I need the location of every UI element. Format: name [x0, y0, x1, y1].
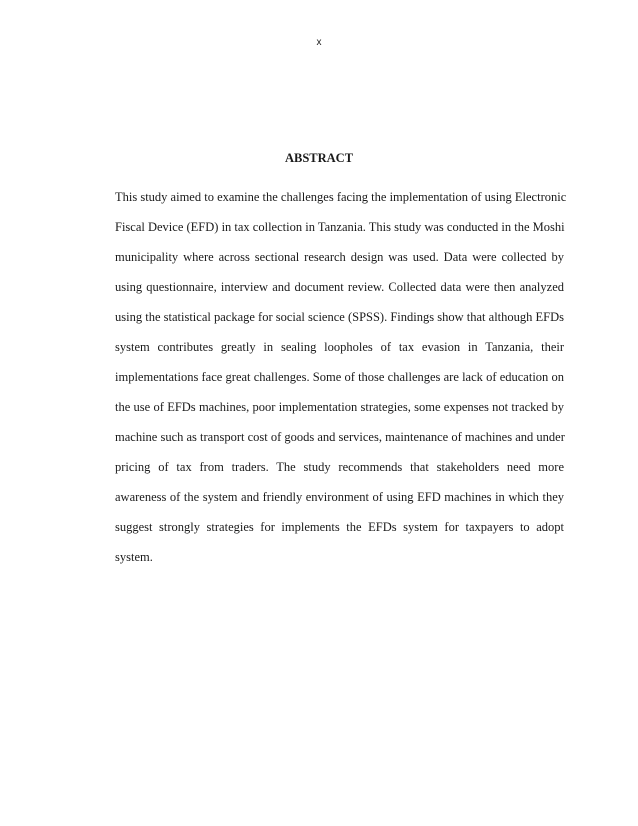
page-number: x	[316, 37, 322, 48]
abstract-line: Fiscal Device (EFD) in tax collection in Tanzania. This study was conducted in the Moshi	[115, 220, 565, 234]
abstract-line: using the statistical package for social science (SPSS). Findings show that although EFDs	[115, 310, 564, 324]
abstract-line: suggest strongly strategies for implements the EFDs system for taxpayers to adopt	[115, 520, 564, 534]
abstract-line: the use of EFDs machines, poor implementation strategies, some expenses not tracked by	[115, 400, 564, 414]
abstract-line: municipality where across sectional research design was used. Data were collected by	[115, 250, 564, 264]
abstract-line: using questionnaire, interview and document review. Collected data were then analyzed	[115, 280, 564, 294]
abstract-line: pricing of tax from traders. The study recommends that stakeholders need more	[115, 460, 564, 474]
abstract-line: system.	[115, 550, 153, 564]
abstract-title: ABSTRACT	[284, 151, 354, 165]
abstract-line: This study aimed to examine the challenges facing the implementation of using Electronic	[115, 190, 567, 204]
abstract-body	[115, 182, 567, 572]
abstract-line: machine such as transport cost of goods and services, maintenance of machines and under	[115, 430, 565, 444]
abstract-line: implementations face great challenges. Some of those challenges are lack of education on	[115, 370, 564, 384]
abstract-line: system contributes greatly in sealing loopholes of tax evasion in Tanzania, their	[115, 340, 564, 354]
abstract-line: awareness of the system and friendly environment of using EFD machines in which they	[115, 490, 564, 504]
